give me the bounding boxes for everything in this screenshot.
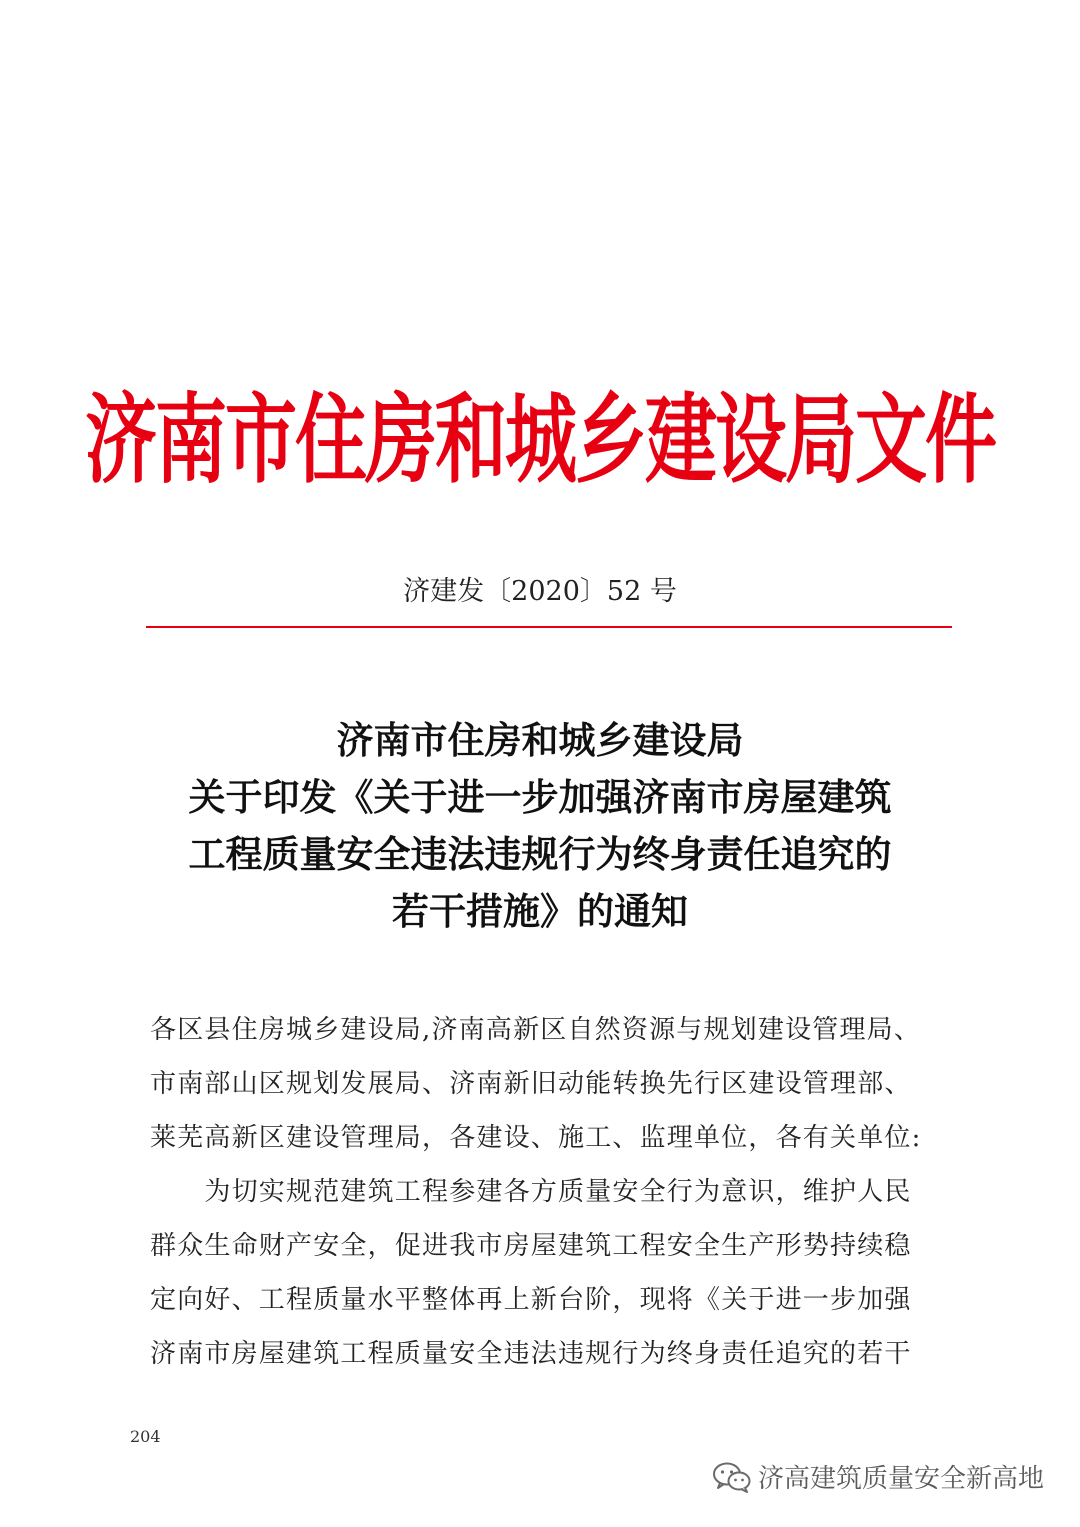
title-line: 工程质量安全违法违规行为终身责任追究的 [188,832,892,876]
document-number: 济建发〔2020〕52 号 [403,576,677,607]
title-line: 济南市住房和城乡建设局 [336,718,744,762]
account-watermark [712,1458,1044,1495]
body-line: 市南部山区规划发展局、济南新旧动能转换先行区建设管理部、 [150,1069,912,1099]
title-line: 关于印发《关于进一步加强济南市房屋建筑 [188,775,892,819]
body-line: 莱芜高新区建设管理局，各建设、施工、监理单位，各有关单位: [150,1123,922,1153]
title-line: 若干措施》的通知 [392,889,688,933]
issuer-header-title: 济南市住房和城乡建设局文件 [84,381,995,497]
body-line: 济南市房屋建筑工程质量安全违法违规行为终身责任追究的若干 [150,1339,912,1369]
document-body [150,1003,950,1381]
wechat-icon [712,1461,752,1493]
body-line: 为切实规范建筑工程参建各方质量安全行为意识，维护人民 [150,1177,912,1207]
watermark-text: 济高建筑质量安全新高地 [757,1464,1044,1494]
body-line: 各区县住房城乡建设局,济南高新区自然资源与规划建设管理局、 [150,1015,922,1045]
body-line: 定向好、工程质量水平整体再上新台阶，现将《关于进一步加强 [150,1285,912,1315]
body-line: 群众生命财产安全，促进我市房屋建筑工程安全生产形势持续稳 [150,1231,912,1261]
page-number: 204 [130,1427,161,1446]
red-divider-rule [146,626,952,628]
document-title [0,712,1080,940]
